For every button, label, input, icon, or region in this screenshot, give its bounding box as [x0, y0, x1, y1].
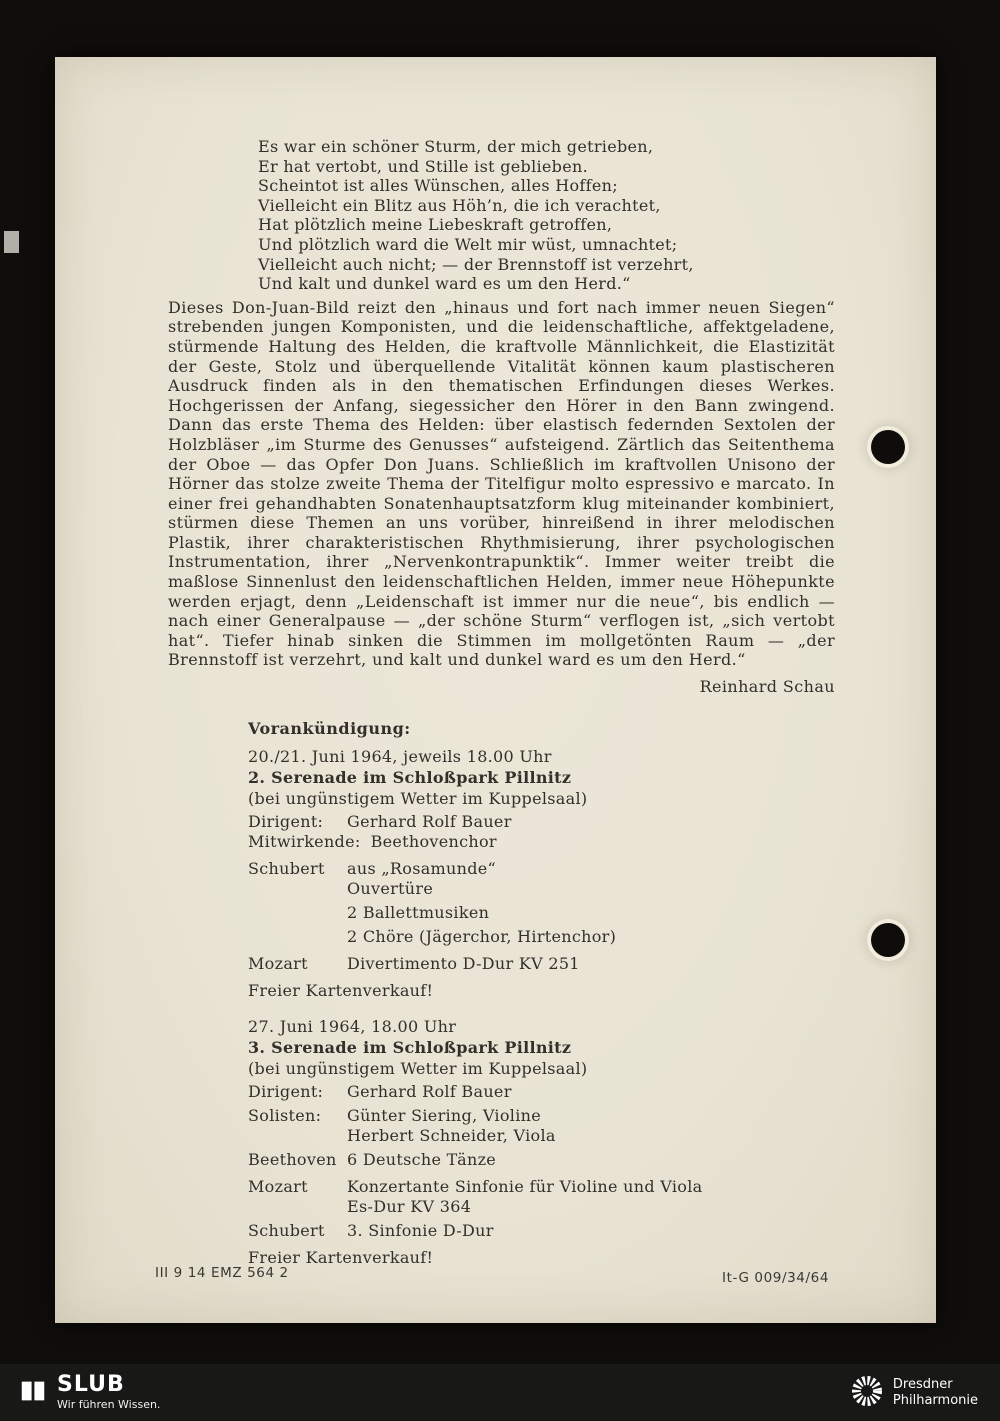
essay-paragraph: Dieses Don-Juan-Bild reizt den „hinaus und fort nach immer neuen Siegen“ strebenden jungen Komponisten, und die leidenschaftliche, affektgeladene, stürmende Haltung des Helden, die kraftvolle Männlichkeit, die Elastizität der Geste, Stolz und überquellende Vitalität können kaum plastischeren Ausdruck finden als in den thematischen Erfindungen dieses Werkes. Hochgerissen der Anfang, siegessicher den Hörer in den Bann zwingend. Dann das erste Thema des Helden: über elastisch federnden Sextolen der Holzbläser „im Sturme des Genusses“ aufsteigend. Zärtlich das Seitenthema der Oboe — das Opfer Don Juans. Schließlich im kraftvollen Unisono der Hörner das stolze zweite Thema der Titelfigur molto espressivo e marcato. In einer frei gehandhabten Sonatenhauptsatzform klug miteinander kombiniert, stürmen diese Themen an uns vorüber, hinreißend in ihrer melodischen Plastik, ihrer charakteristischen Rhythmisierung, ihrer psychologischen Instrumentation, ihrer „Nervenkontrapunktik“. Immer weiter treibt die maßlose Sinnenlust den leidenschaftlichen Helden, immer neue Höhepunkte werden erjagt, denn „Leidenschaft ist immer nur die neue“, bis endlich — nach einer Generalpause — „der schöne Sturm“ verflogen ist, „sich vertobt hat“. Tiefer hinab sinken die Stimmen im mollgetönten Raum — „der Brennstoff ist verzehrt, und kalt und dunkel ward es um den Herd.“: [168, 297, 835, 670]
event-row-text: Herbert Schneider, Viola: [347, 1126, 556, 1146]
work-title: aus „Rosamunde“: [347, 859, 497, 879]
poem-line: Er hat vertobt, und Stille ist geblieben.: [258, 156, 588, 176]
poem-line: Scheintot ist alles Wünschen, alles Hoffen;: [258, 176, 618, 196]
slub-book-icon: [18, 1376, 48, 1410]
work-title: 2 Ballettmusiken: [347, 903, 490, 923]
composer-label: Schubert: [248, 859, 325, 879]
viewer-footer-bar: [0, 1364, 1000, 1421]
work-title: 2 Chöre (Jägerchor, Hirtenchor): [347, 927, 617, 947]
edge-marker: [4, 231, 19, 253]
composer-label: [248, 927, 347, 947]
work-title: Divertimento D-Dur KV 251: [347, 954, 580, 974]
program-row: [248, 859, 835, 879]
page-content: [55, 57, 936, 1323]
announcement-section: [248, 719, 835, 1268]
slub-brand-link[interactable]: [18, 1374, 160, 1411]
program-row: [248, 927, 835, 947]
slub-brand-name: SLUB: [57, 1372, 125, 1397]
event-row-label: Dirigent:: [248, 1082, 324, 1102]
event-note: (bei ungünstigem Wetter im Kuppelsaal): [248, 789, 588, 809]
partner-name-line2: Philharmonie: [892, 1392, 978, 1408]
tickets-note: Freier Kartenverkauf!: [248, 1248, 434, 1268]
poem-block: [258, 137, 835, 294]
composer-label: Mozart: [248, 954, 308, 974]
tickets-note: Freier Kartenverkauf!: [248, 981, 434, 1001]
author-signature: Reinhard Schau: [699, 677, 835, 697]
event-row: [248, 1082, 835, 1102]
composer-label: Schubert: [248, 1221, 325, 1241]
print-code-left: III 9 14 EMZ 564 2: [155, 1265, 289, 1281]
event-row: [248, 812, 835, 832]
event-title: 3. Serenade im Schloßpark Pillnitz: [248, 1038, 572, 1058]
slub-slogan: Wir führen Wissen.: [57, 1398, 161, 1411]
composer-label: Mozart: [248, 1177, 308, 1197]
program-row: [248, 903, 835, 923]
work-title: Es-Dur KV 364: [347, 1197, 472, 1217]
poem-line: Und plötzlich ward die Welt mir wüst, umnachtet;: [258, 234, 678, 254]
event-row-label: [248, 1126, 347, 1146]
composer-label: Beethoven: [248, 1150, 337, 1170]
punch-hole: [871, 923, 905, 957]
poem-line: Hat plötzlich meine Liebeskraft getroffen,: [258, 215, 613, 235]
event-row-label: Solisten:: [248, 1106, 322, 1126]
scanned-document-page: [55, 57, 936, 1323]
event-date: 20./21. Juni 1964, jeweils 18.00 Uhr: [248, 747, 552, 767]
poem-line: Und kalt und dunkel ward es um den Herd.“: [258, 274, 631, 294]
event-row-label: Mitwirkende:: [248, 832, 361, 852]
composer-label: [248, 879, 347, 899]
event-1: [248, 746, 835, 1001]
event-title: 2. Serenade im Schloßpark Pillnitz: [248, 768, 572, 788]
partner-name-line1: Dresdner: [892, 1377, 953, 1392]
archive-code-right: It-G 009/34/64: [722, 1270, 830, 1286]
program-row: [248, 879, 835, 899]
punch-hole: [871, 430, 905, 464]
dresdner-philharmonie-link[interactable]: [850, 1374, 978, 1412]
announcement-heading: Vorankündigung:: [248, 719, 411, 739]
event-row-text: Beethovenchor: [370, 832, 497, 852]
work-title: Konzertante Sinfonie für Violine und Viola: [347, 1177, 703, 1197]
event-row-text: Gerhard Rolf Bauer: [347, 1082, 512, 1102]
program-row: [248, 954, 835, 974]
program-row: [248, 1177, 835, 1197]
poem-line: Vielleicht ein Blitz aus Höh’n, die ich verachtet,: [258, 195, 661, 215]
work-title: 3. Sinfonie D-Dur: [347, 1221, 494, 1241]
event-row-label: Dirigent:: [248, 812, 324, 832]
work-title: 6 Deutsche Tänze: [347, 1150, 497, 1170]
work-title: Ouvertüre: [347, 879, 434, 899]
poem-line: Vielleicht auch nicht; — der Brennstoff ist verzehrt,: [258, 254, 694, 274]
event-2: [248, 1016, 835, 1268]
event-row: [248, 832, 835, 852]
composer-label: [248, 903, 347, 923]
event-date: 27. Juni 1964, 18.00 Uhr: [248, 1017, 457, 1037]
program-row: [248, 1221, 835, 1241]
program-row: [248, 1150, 835, 1170]
event-row: [248, 1106, 835, 1126]
event-row-text: Günter Siering, Violine: [347, 1106, 541, 1126]
event-note: (bei ungünstigem Wetter im Kuppelsaal): [248, 1059, 588, 1079]
event-row-text: Gerhard Rolf Bauer: [347, 812, 512, 832]
philharmonie-logo-icon: [850, 1374, 884, 1412]
program-row: [248, 1197, 835, 1217]
composer-label: [248, 1197, 347, 1217]
poem-line: Es war ein schöner Sturm, der mich getrieben,: [258, 137, 654, 156]
event-row: [248, 1126, 835, 1146]
